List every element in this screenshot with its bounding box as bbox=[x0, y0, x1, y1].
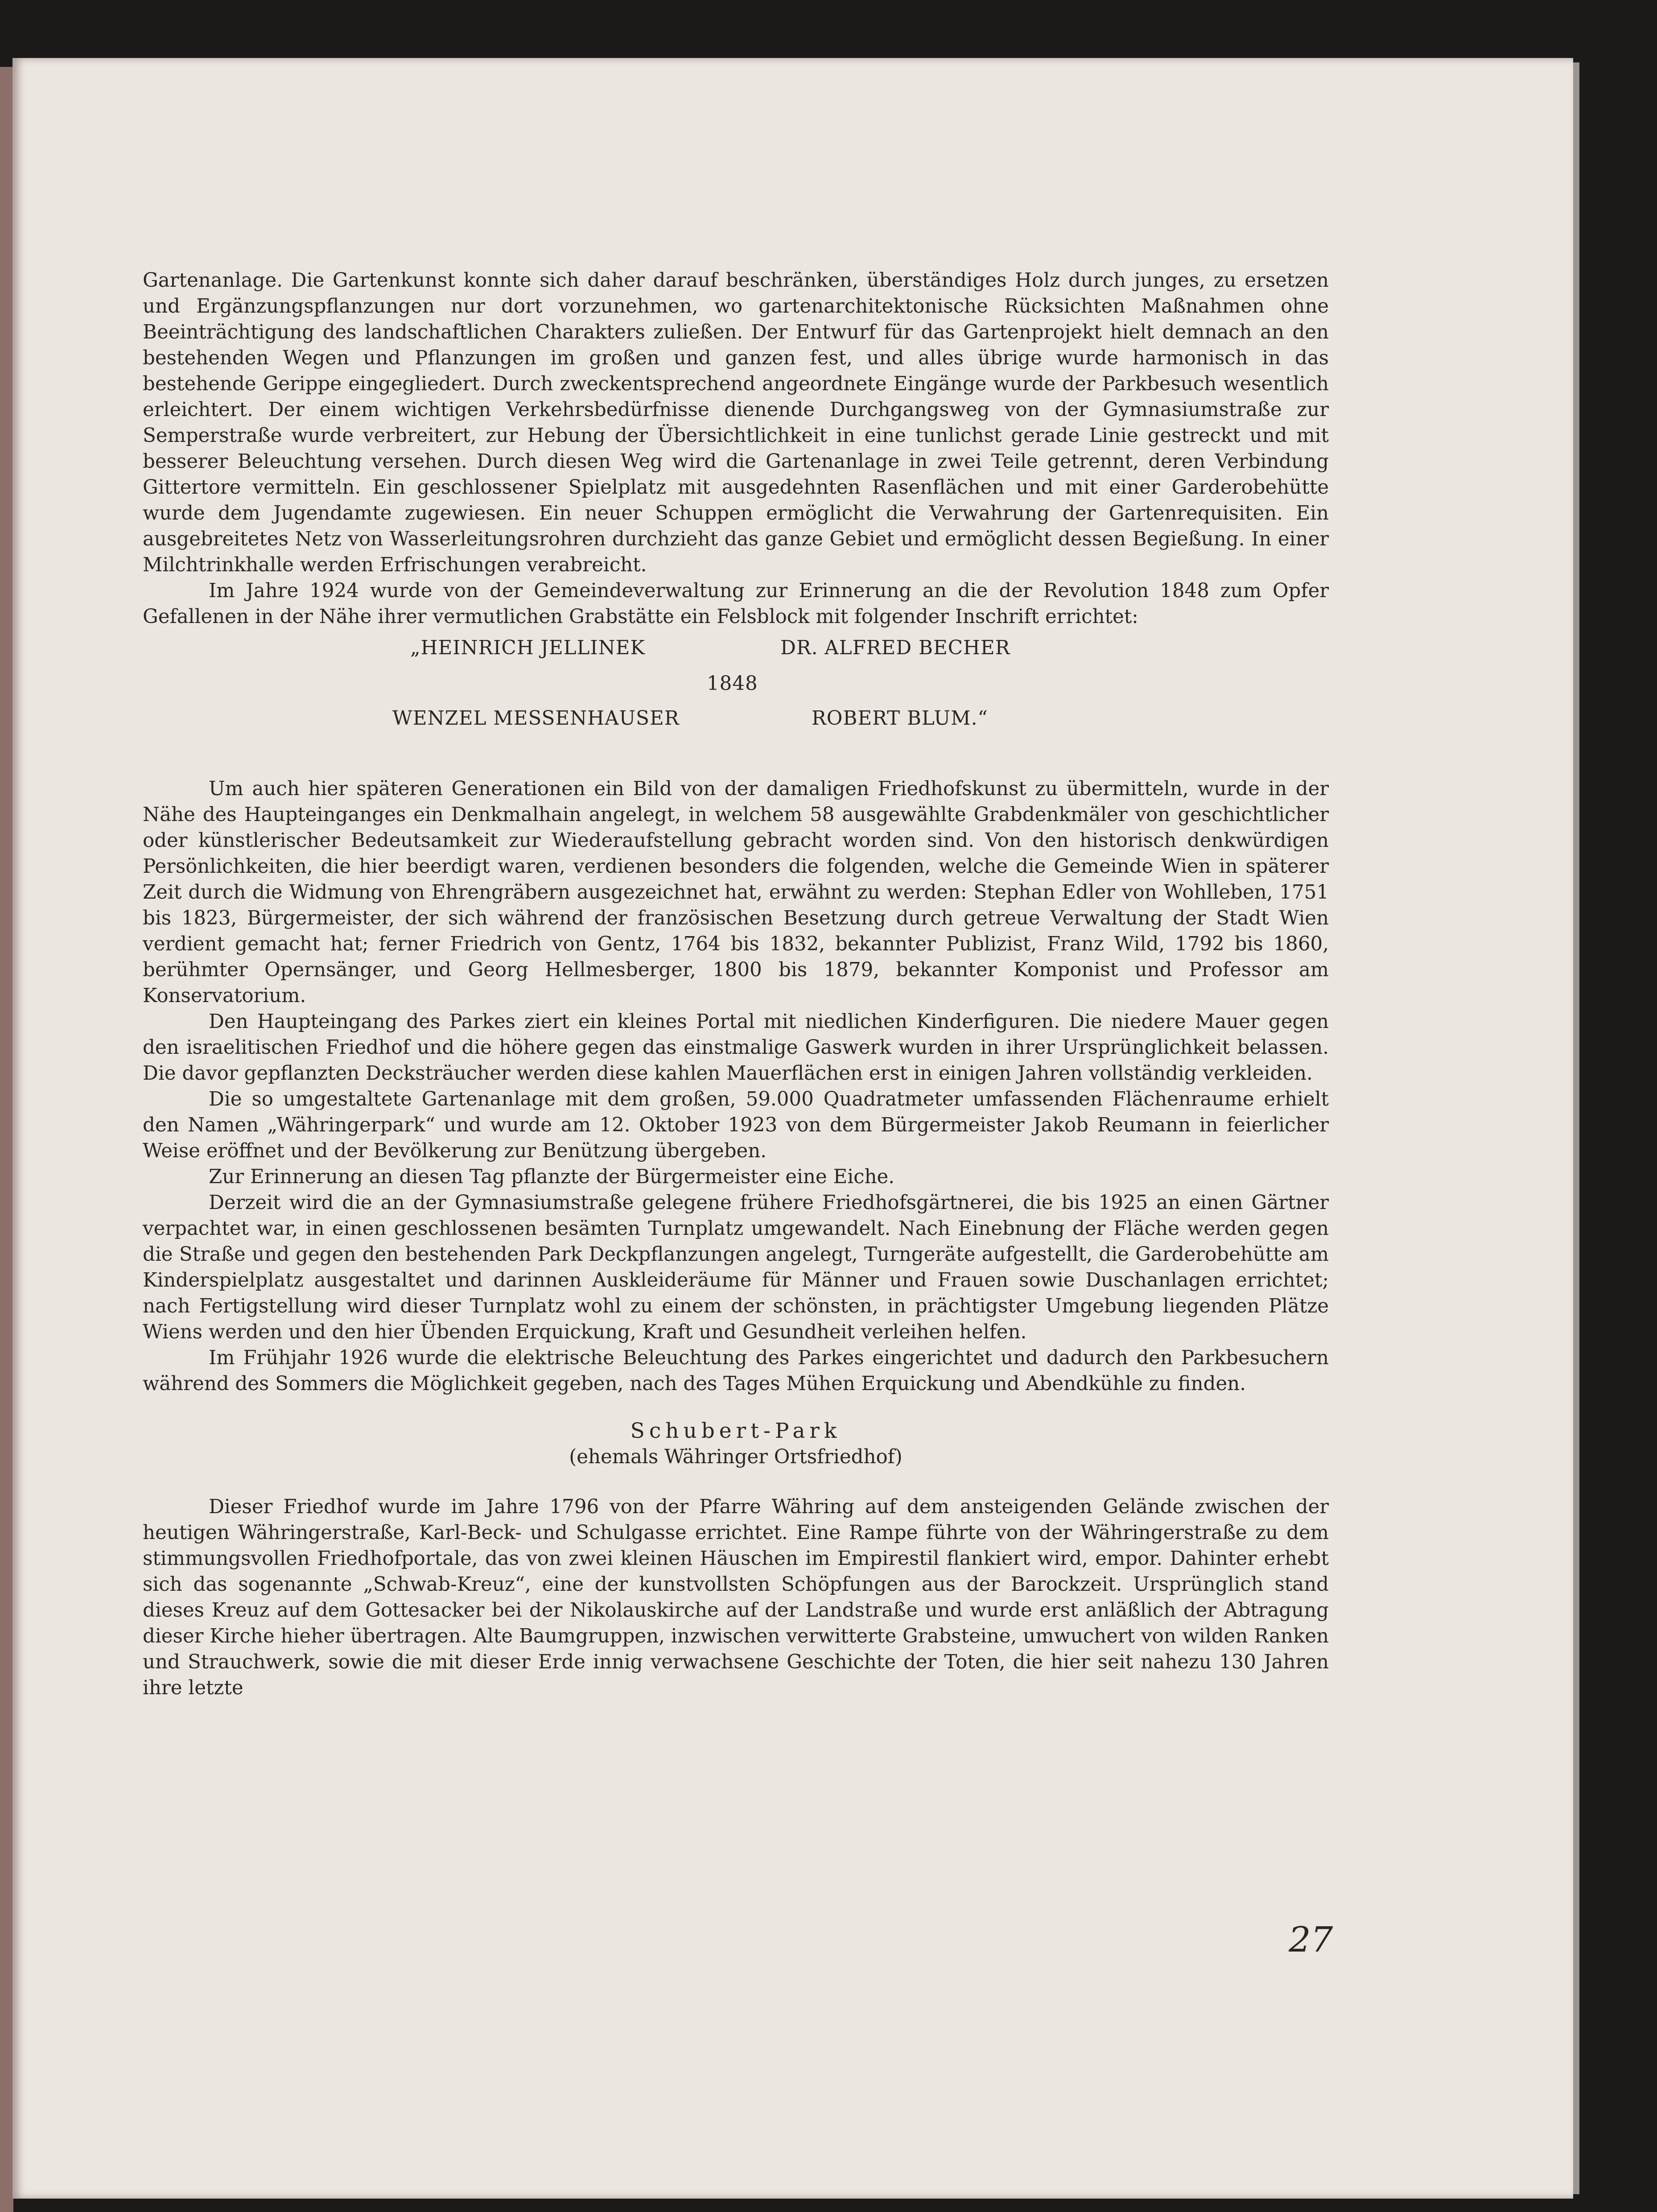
inscription-name: WENZEL MESSENHAUSER bbox=[392, 707, 680, 730]
page-text bbox=[143, 268, 1329, 1701]
inscription-name: ROBERT BLUM.“ bbox=[812, 707, 988, 730]
book-spine bbox=[0, 67, 13, 2212]
paragraph: Im Frühjahr 1926 wurde die elektrische Beleuchtung des Parkes eingerichtet und dadurch den Parkbesuchern während des Sommers die Möglichkeit gegeben, nach des Tages Mühen Erquickung und Abendkühle zu finden. bbox=[143, 1347, 1329, 1395]
paragraph: Den Haupteingang des Parkes ziert ein kleines Portal mit niedlichen Kinderfiguren. Die niedere Mauer gegen den israelitischen Friedhof und die höhere gegen das einstmalige Gaswerk wurden in ihrer Ursprünglichkeit belassen. Die davor gepflanzten Decksträucher werden diese kahlen Mauerflächen erst in einigen Jahren vollständig verkleiden. bbox=[143, 1011, 1329, 1085]
paragraph: Um auch hier späteren Generationen ein Bild von der damaligen Friedhofskunst zu übermitteln, wurde in der Nähe des Haupteinganges ein Denkmalhain angelegt, in welchem 58 ausgewählte Grabdenkmäler von geschichtlicher oder künstlerischer Bedeutsamkeit zur Wiederaufstellung gebracht worden sind. Von den historisch denkwürdigen Persönlichkeiten, die hier beerdigt waren, verdienen besonders die folgenden, welche die Gemeinde Wien in späterer Zeit durch die Widmung von Ehrengräbern ausgezeichnet hat, erwähnt zu werden: Stephan Edler von Wohlleben, 1751 bis 1823, Bürgermeister, der sich während der französischen Besetzung durch getreue Verwaltung der Stadt Wien verdient gemacht hat; ferner Friedrich von Gentz, 1764 bis 1832, bekannter Publizist, Franz Wild, 1792 bis 1860, berühmter Opernsänger, und Georg Hellmesberger, 1800 bis 1879, bekannter Komponist und Professor am Konservatorium. bbox=[143, 778, 1329, 1007]
inscription-name: „HEINRICH JELLINEK bbox=[410, 637, 645, 659]
paragraph: Dieser Friedhof wurde im Jahre 1796 von der Pfarre Währing auf dem ansteigenden Gelände zwischen der heutigen Währingerstraße, Karl-Beck- und Schulgasse errichtet. Eine Rampe führte von der Währingerstraße zu dem stimmungsvollen Friedhofportale, das von zwei kleinen Häuschen im Empirestil flankiert wird, empor. Dahinter erhebt sich das sogenannte „Schwab-Kreuz“, eine der kunstvollsten Schöpfungen aus der Barockzeit. Ursprünglich stand dieses Kreuz auf dem Gottesacker bei der Nikolauskirche auf der Landstraße und wurde erst anläßlich der Abtragung dieser Kirche hieher übertragen. Alte Baumgruppen, inzwischen verwitterte Grabsteine, umwuchert von wilden Ranken und Strauchwerk, sowie die mit dieser Erde innig verwachsene Geschichte der Toten, die hier seit nahezu 130 Jahren ihre letzte bbox=[143, 1496, 1329, 1699]
section-heading: Schubert-Park bbox=[630, 1419, 841, 1443]
paragraph: Die so umgestaltete Gartenanlage mit dem großen, 59.000 Quadratmeter umfassenden Flächenraume erhielt den Namen „Währingerpark“ und wurde am 12. Oktober 1923 von dem Bürgermeister Jakob Reumann in feierlicher Weise eröffnet und der Bevölkerung zur Benützung übergeben. bbox=[143, 1088, 1329, 1162]
page-edge bbox=[1573, 62, 1579, 2194]
paragraph: Derzeit wird die an der Gymnasiumstraße gelegene frühere Friedhofsgärtnerei, die bis 1925 an einen Gärtner verpachtet war, in einen geschlossenen besämten Turnplatz umgewandelt. Nach Einebnung der Fläche werden gegen die Straße und gegen den bestehenden Park Deckpflanzungen angelegt, Turngeräte aufgestellt, die Garderobehütte am Kinderspielplatz ausgestaltet und darinnen Auskleideräume für Männer und Frauen sowie Duschanlagen errichtet; nach Fertigstellung wird dieser Turnplatz wohl zu einem der schönsten, in prächtigster Umgebung liegenden Plätze Wiens werden und den hier Übenden Erquickung, Kraft und Gesundheit verleihen helfen. bbox=[143, 1192, 1329, 1343]
paragraph: Im Jahre 1924 wurde von der Gemeindeverwaltung zur Erinnerung an die der Revolution 1848 zum Opfer Gefallenen in der Nähe ihrer vermutlichen Grabstätte ein Felsblock mit folgender Inschrift errichtet: bbox=[143, 580, 1329, 628]
inscription-name: DR. ALFRED BECHER bbox=[780, 637, 1010, 659]
inscription-year: 1848 bbox=[707, 673, 758, 695]
inscription bbox=[143, 630, 1329, 750]
page-number: 27 bbox=[1289, 1920, 1333, 1960]
section-subheading: (ehemals Währinger Ortsfriedhof) bbox=[569, 1446, 903, 1468]
paragraph: Zur Erinnerung an diesen Tag pflanzte der Bürgermeister eine Eiche. bbox=[209, 1166, 895, 1188]
paragraph: Gartenanlage. Die Gartenkunst konnte sich daher darauf beschränken, überständiges Holz durch junges, zu ersetzen und Ergänzungspflanzungen nur dort vorzunehmen, wo gartenarchitektonische Rücksichten Maßnahmen ohne Beeinträchtigung des landschaftlichen Charakters zuließen. Der Entwurf für das Gartenprojekt hielt demnach an den bestehenden Wegen und Pflanzungen im großen und ganzen fest, und alles übrige wurde harmonisch in das bestehende Gerippe eingegliedert. Durch zweckentsprechend angeordnete Eingänge wurde der Parkbesuch wesentlich erleichtert. Der einem wichtigen Verkehrsbedürfnisse dienende Durchgangsweg von der Gymnasiumstraße zur Semperstraße wurde verbreitert, zur Hebung der Übersichtlichkeit in eine tunlichst gerade Linie gestreckt und mit besserer Beleuchtung versehen. Durch diesen Weg wird die Gartenanlage in zwei Teile getrennt, deren Verbindung Gittertore vermitteln. Ein geschlossener Spielplatz mit ausgedehnten Rasenflächen und mit einer Garderobehütte wurde dem Jugendamte zugewiesen. Ein neuer Schuppen ermöglicht die Verwahrung der Gartenrequisiten. Ein ausgebreitetes Netz von Wasserleitungsrohren durchzieht das ganze Gebiet und ermöglicht dessen Begießung. In einer Milchtrinkhalle werden Erfrischungen verabreicht. bbox=[143, 269, 1329, 576]
